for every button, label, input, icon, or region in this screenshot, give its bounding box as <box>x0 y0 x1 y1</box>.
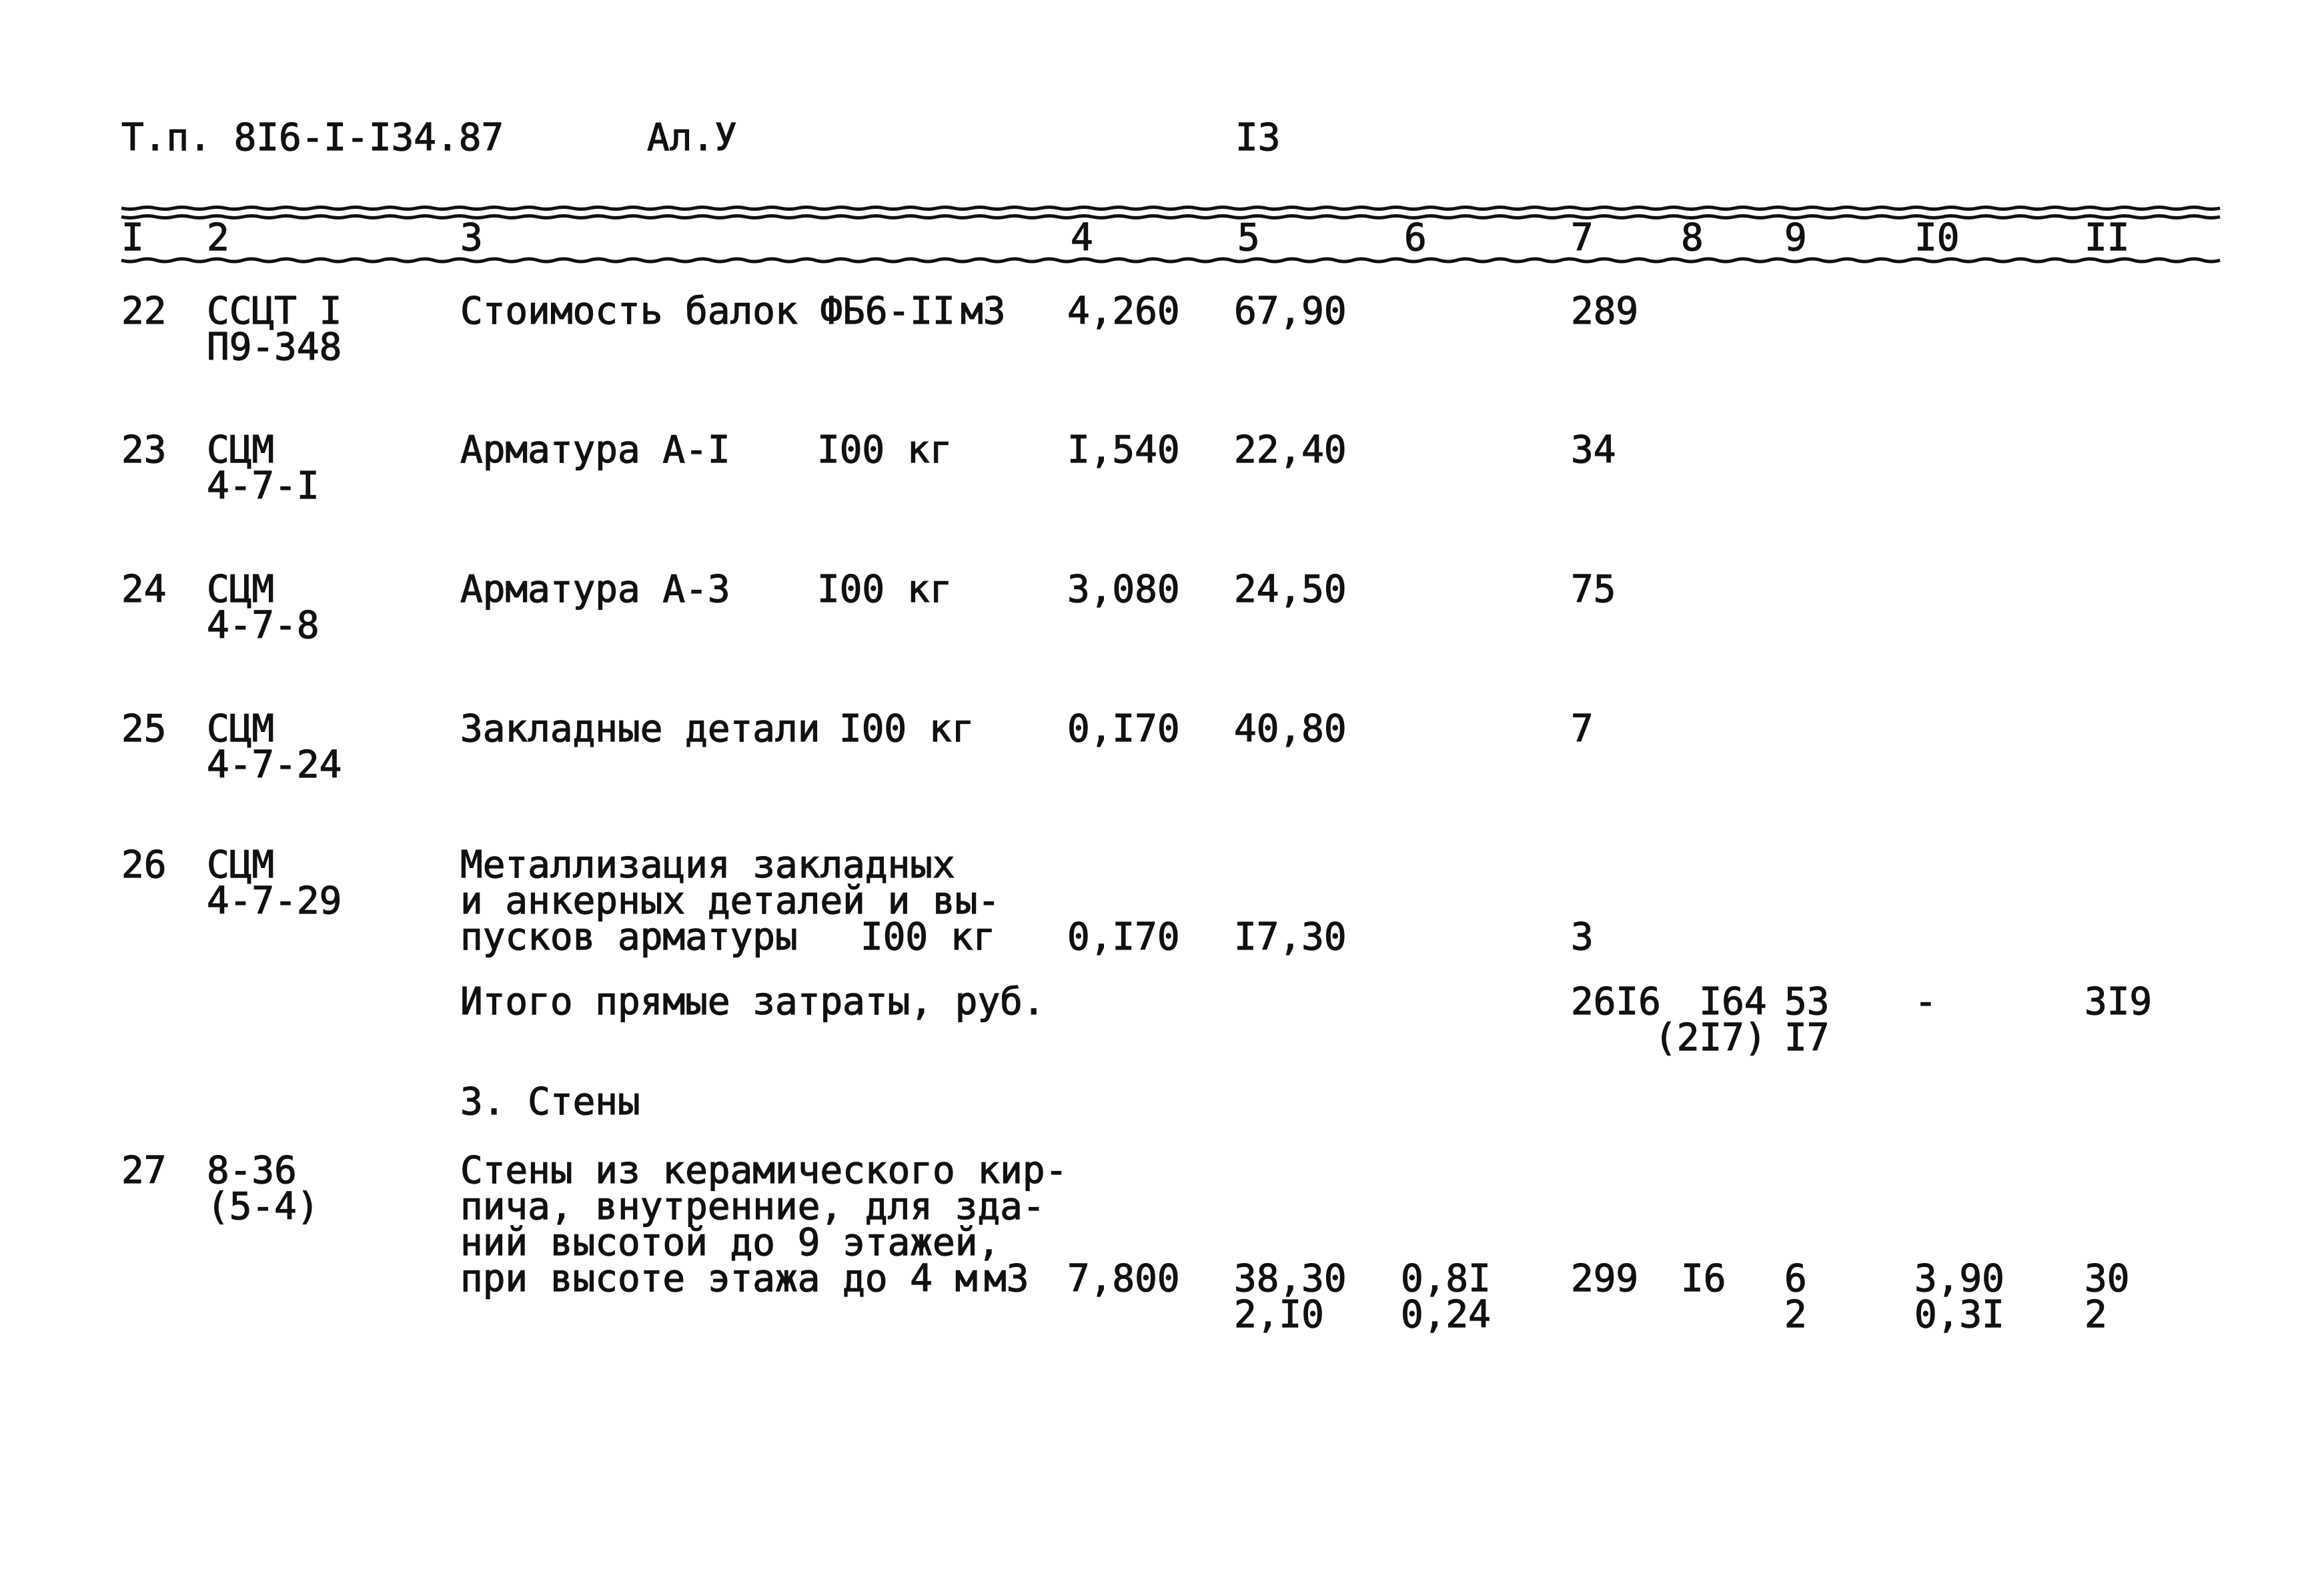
subtotal-label: Итого прямые затраты, руб. <box>460 980 1045 1024</box>
row-col6: 0,8I 0,24 <box>1401 1257 1491 1336</box>
row-name: Стоимость балок ФБ6-II <box>460 290 955 333</box>
row-col5: 38,30 2,I0 <box>1234 1257 1347 1336</box>
row-col11: 30 2 <box>2085 1257 2130 1336</box>
page-number: I3 <box>1235 116 1281 159</box>
row-number: 22 <box>121 290 167 333</box>
row-col9: 6 2 <box>1784 1257 1807 1336</box>
row-code: СЦМ 4-7-29 <box>207 843 342 923</box>
row-unit: I00 кг <box>817 568 953 611</box>
row-unit: I00 кг <box>839 707 975 751</box>
row-unit: м3 <box>961 290 1006 333</box>
col-head-2: 2 <box>207 216 229 260</box>
row-quantity: I,540 <box>1067 428 1180 472</box>
subtotal-col9: 53 I7 <box>1784 980 1830 1060</box>
subtotal-col10: - <box>1914 980 1937 1024</box>
row-code: СЦМ 4-7-24 <box>207 707 342 787</box>
row-code: СЦМ 4-7-8 <box>207 568 320 647</box>
col-head-5: 5 <box>1237 216 1260 260</box>
row-price: I7,30 <box>1234 915 1347 959</box>
row-col8: I6 <box>1681 1257 1726 1300</box>
row-col7: 299 <box>1571 1257 1639 1300</box>
subtotal-col11: 3I9 <box>2085 980 2153 1024</box>
row-number: 27 <box>121 1149 167 1192</box>
col-head-11: II <box>2085 216 2130 260</box>
col-head-9: 9 <box>1784 216 1807 260</box>
row-quantity: 4,260 <box>1067 290 1180 333</box>
col-head-1: I <box>121 216 144 260</box>
album-number: Ал.У <box>647 116 737 159</box>
row-code: 8-36 (5-4) <box>207 1149 320 1228</box>
row-code: ССЦТ I П9-348 <box>207 290 342 369</box>
row-quantity: 0,I70 <box>1067 707 1180 751</box>
col-head-4: 4 <box>1071 216 1093 260</box>
row-price: 40,80 <box>1234 707 1347 751</box>
row-price: 24,50 <box>1234 568 1347 611</box>
row-name: Металлизация закладных и анкерных деталей и вы- пусков арматуры <box>460 843 1001 959</box>
row-number: 23 <box>121 428 167 472</box>
project-code: Т.п. 8I6-I-I34.87 <box>121 116 504 159</box>
row-unit: I00 кг <box>860 915 996 959</box>
row-price: 67,90 <box>1234 290 1347 333</box>
subtotal-col7: 26I6 <box>1571 980 1661 1024</box>
row-total: 289 <box>1571 290 1639 333</box>
row-total: 75 <box>1571 568 1616 611</box>
row-name: Стены из керамического кир- пича, внутренние, для зда- ний высотой до 9 этажей, при высоте этажа до 4 м <box>460 1149 1068 1300</box>
row-number: 26 <box>121 843 167 887</box>
col-head-7: 7 <box>1571 216 1594 260</box>
row-name: Закладные детали <box>460 707 820 751</box>
row-total: 34 <box>1571 428 1616 472</box>
col-head-3: 3 <box>460 216 483 260</box>
subtotal-col8: I64 (2I7) <box>1654 980 1767 1060</box>
row-unit: м3 <box>984 1257 1029 1300</box>
row-name: Арматура А-3 <box>460 568 730 611</box>
col-head-6: 6 <box>1404 216 1427 260</box>
row-col10: 3,90 0,3I <box>1914 1257 2004 1336</box>
col-head-10: I0 <box>1914 216 1960 260</box>
row-quantity: 3,080 <box>1067 568 1180 611</box>
row-code: СЦМ 4-7-I <box>207 428 320 508</box>
row-quantity: 0,I70 <box>1067 915 1180 959</box>
row-unit: I00 кг <box>817 428 953 472</box>
row-price: 22,40 <box>1234 428 1347 472</box>
row-quantity: 7,800 <box>1067 1257 1180 1300</box>
row-number: 24 <box>121 568 167 611</box>
row-total: 3 <box>1571 915 1594 959</box>
row-total: 7 <box>1571 707 1594 751</box>
col-head-8: 8 <box>1681 216 1704 260</box>
row-number: 25 <box>121 707 167 751</box>
section-title: 3. Стены <box>460 1080 640 1124</box>
row-name: Арматура А-I <box>460 428 730 472</box>
